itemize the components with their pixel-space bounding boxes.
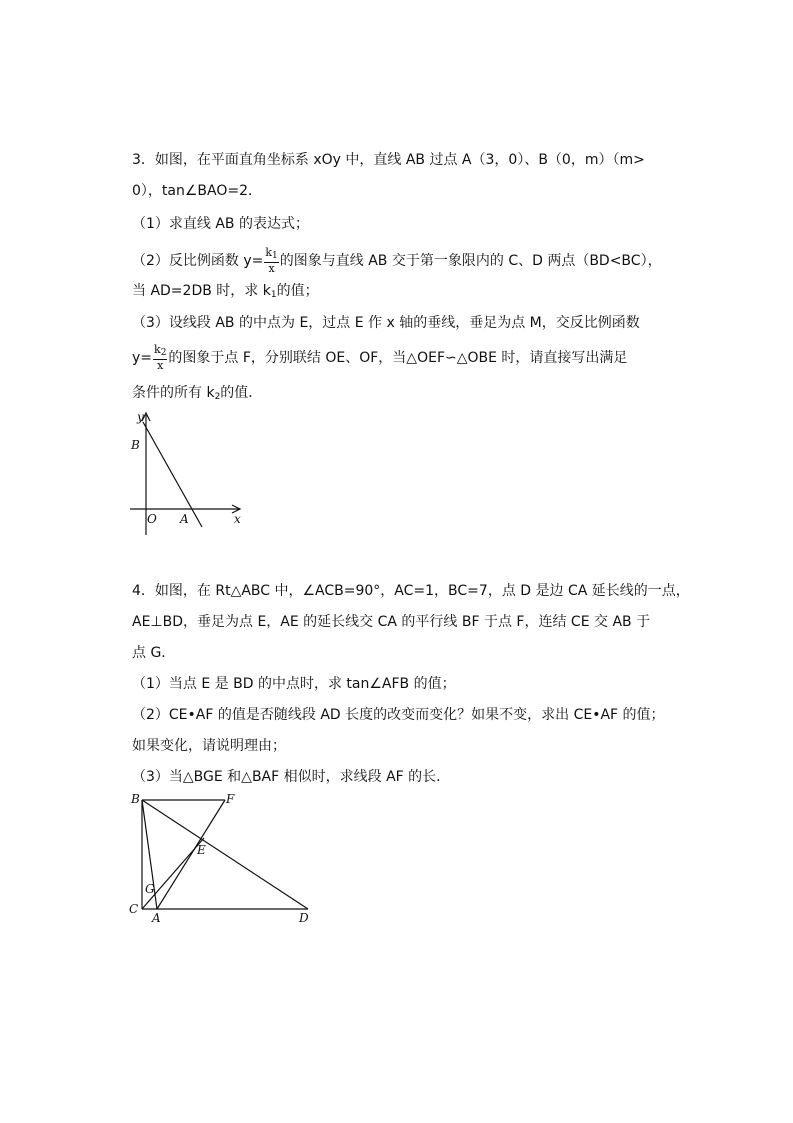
label-y: y — [137, 410, 144, 424]
k1-over-x-fraction — [264, 247, 278, 275]
q3-part3-line3 — [132, 383, 262, 407]
q3-coordinate-figure — [125, 405, 255, 540]
q4-part1: （1）当点 E 是 BD 的中点时，求 tan∠AFB 的值； — [132, 676, 456, 692]
q3-part2-line2-suffix: 的值； — [276, 283, 319, 299]
q4-part2-line2: 如果变化，请说明理由； — [132, 738, 286, 754]
q4-line1: 4．如图，在 Rt△ABC 中，∠ACB=90°，AC=1，BC=7，点 D 是边 CA 延长线的一点， — [132, 583, 690, 599]
label-d: D — [299, 911, 309, 925]
k2-over-x-fraction — [153, 344, 167, 372]
q3-part2-line2-prefix: 当 AD=2DB 时，求 k — [132, 283, 271, 299]
q3-part3-line3-sub: 2 — [214, 392, 221, 402]
segment-ce — [142, 838, 204, 909]
label-g: G — [145, 882, 155, 896]
q4-part3: （3）当△BGE 和△BAF 相似时，求线段 AF 的长． — [132, 769, 451, 785]
k2-sub: 2 — [160, 348, 167, 358]
q3-part2-line2 — [132, 281, 319, 305]
label-o: O — [147, 512, 157, 526]
label-a: A — [152, 911, 161, 925]
q3-part3-line3-prefix: 条件的所有 k — [132, 385, 215, 401]
k1-num: k — [265, 246, 273, 259]
label-a: A — [180, 512, 189, 526]
q4-line2: AE⊥BD，垂足为点 E，AE 的延长线交 CA 的平行线 BF 于点 F，连结 CE 交 AB 于 — [132, 614, 651, 630]
q4-part2: （2）CE•AF 的值是否随线段 AD 长度的改变而变化？如果不变，求出 CE•AF 的值； — [132, 707, 665, 723]
label-x: x — [234, 512, 241, 526]
q3-part3-line2 — [132, 344, 627, 372]
frac-den: x — [268, 262, 275, 275]
k1-sub: 1 — [272, 251, 278, 261]
q4-triangle-figure — [125, 788, 325, 928]
label-b: B — [131, 438, 140, 452]
frac-den-2: x — [157, 359, 164, 372]
label-b: B — [131, 792, 140, 806]
q3-line2: 0），tan∠BAO=2． — [132, 183, 262, 199]
q3-part2-prefix: （2）反比例函数 y= — [132, 253, 264, 269]
q3-part2-line2-sub: 1 — [270, 290, 277, 300]
q3-part2 — [132, 247, 662, 275]
label-e: E — [197, 843, 206, 857]
q3-part2-suffix: 的图象与直线 AB 交于第一象限内的 C、D 两点（BD<BC）， — [279, 253, 662, 269]
q3-part3-line2-suffix: 的图象于点 F，分别联结 OE、OF，当△OEF∽△OBE 时，请直接写出满足 — [168, 350, 628, 366]
q3-part1: （1）求直线 AB 的表达式； — [132, 216, 309, 232]
q3-line1: 3．如图，在平面直角坐标系 xOy 中，直线 AB 过点 A（3，0）、B（0，m）（m> — [132, 152, 645, 168]
q3-part3: （3）设线段 AB 的中点为 E，过点 E 作 x 轴的垂线，垂足为点 M，交反比例函数 — [132, 315, 640, 331]
q3-part3-line2-prefix: y= — [132, 350, 153, 366]
label-c: C — [129, 902, 139, 916]
q4-line3: 点 G． — [132, 645, 176, 661]
label-f: F — [226, 792, 235, 806]
k2-num: k — [154, 343, 161, 356]
q3-part3-line3-suffix: 的值． — [220, 385, 263, 401]
